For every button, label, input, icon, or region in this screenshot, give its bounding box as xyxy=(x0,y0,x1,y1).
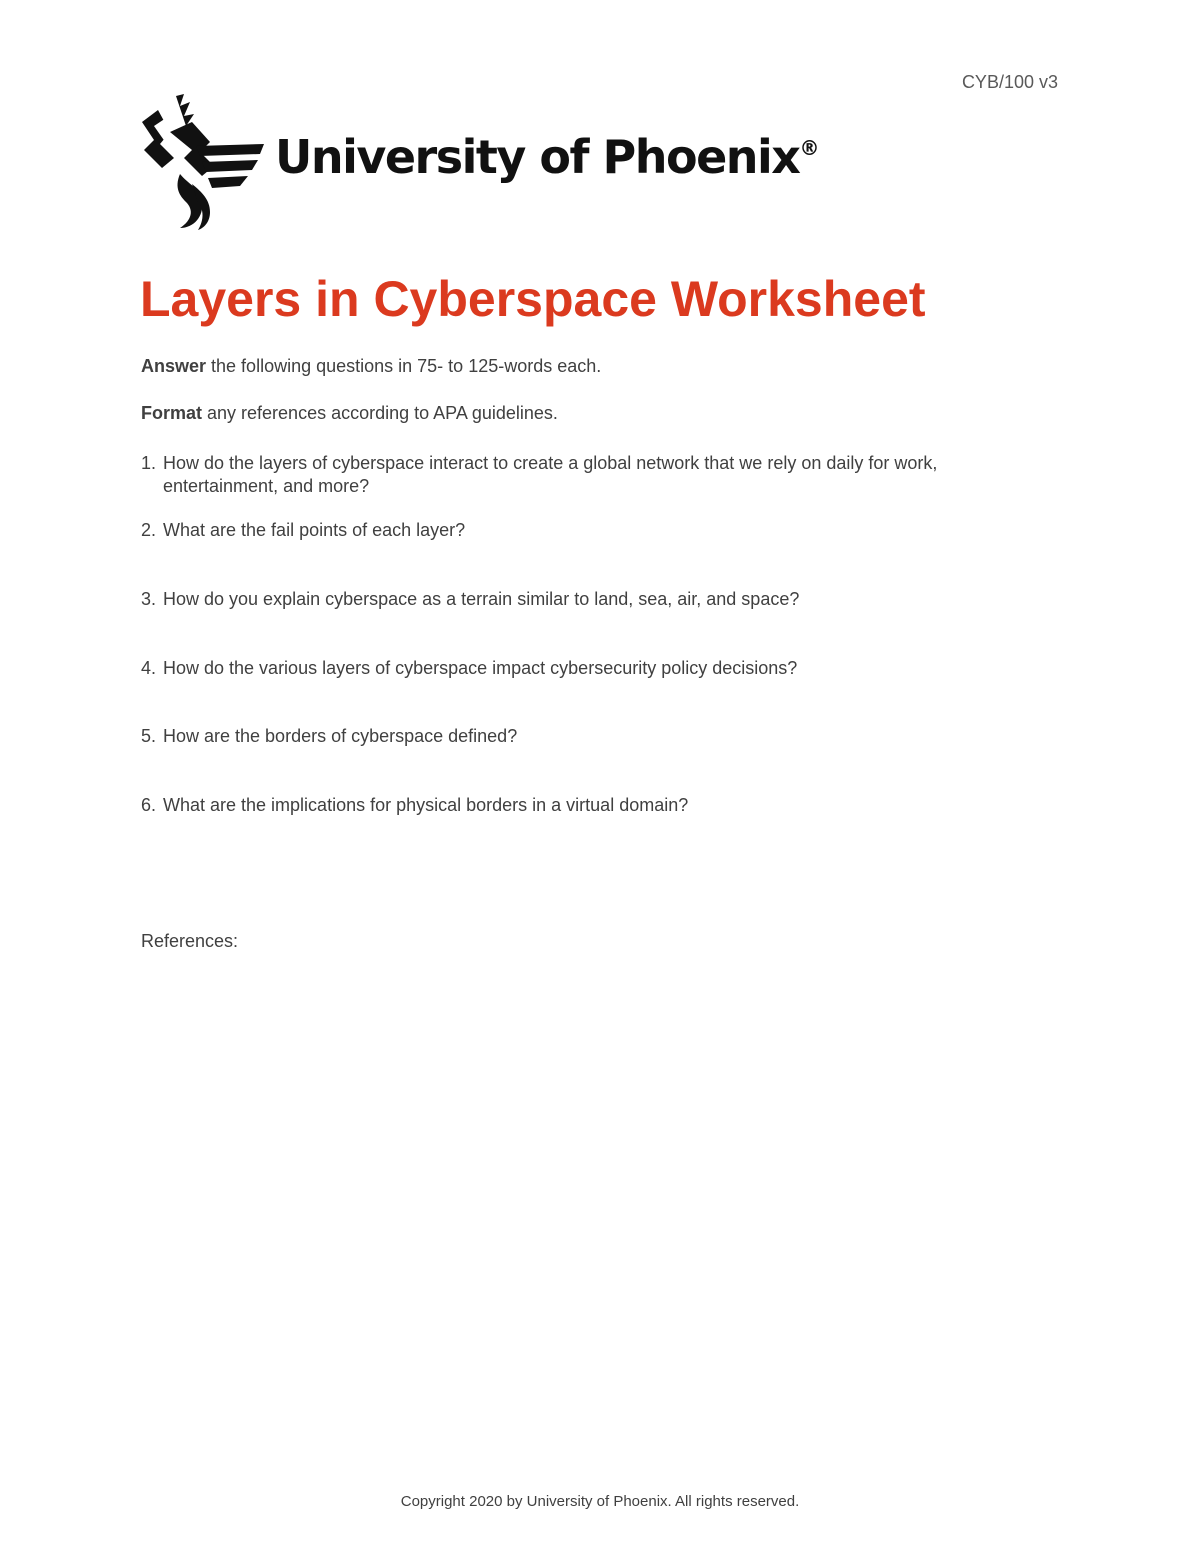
logo-wordmark: University of Phoenix® xyxy=(275,130,820,184)
registered-mark: ® xyxy=(799,136,820,160)
page-title: Layers in Cyberspace Worksheet xyxy=(140,271,926,327)
question-3: 3. How do you explain cyberspace as a terrain similar to land, sea, air, and space? xyxy=(141,589,800,609)
instruction-answer: Answer the following questions in 75- to 125-words each. xyxy=(141,356,602,376)
question-5: 5. How are the borders of cyberspace defined? xyxy=(141,726,518,746)
phoenix-icon xyxy=(140,92,270,232)
references-label: References: xyxy=(141,931,239,951)
instruction-format: Format any references according to APA guidelines. xyxy=(141,403,558,423)
question-6: 6. What are the implications for physical borders in a virtual domain? xyxy=(141,795,689,815)
question-4: 4. How do the various layers of cyberspace impact cybersecurity policy decisions? xyxy=(141,658,798,678)
course-code: CYB/100 v3 xyxy=(961,72,1058,92)
question-1: 1. How do the layers of cyberspace interact to create a global network that we rely on daily for work, entertainment, and more? xyxy=(141,453,938,496)
question-2: 2. What are the fail points of each layer? xyxy=(141,520,466,540)
copyright-footer: Copyright 2020 by University of Phoenix. All rights reserved. xyxy=(400,1493,800,1510)
university-logo xyxy=(140,92,820,232)
